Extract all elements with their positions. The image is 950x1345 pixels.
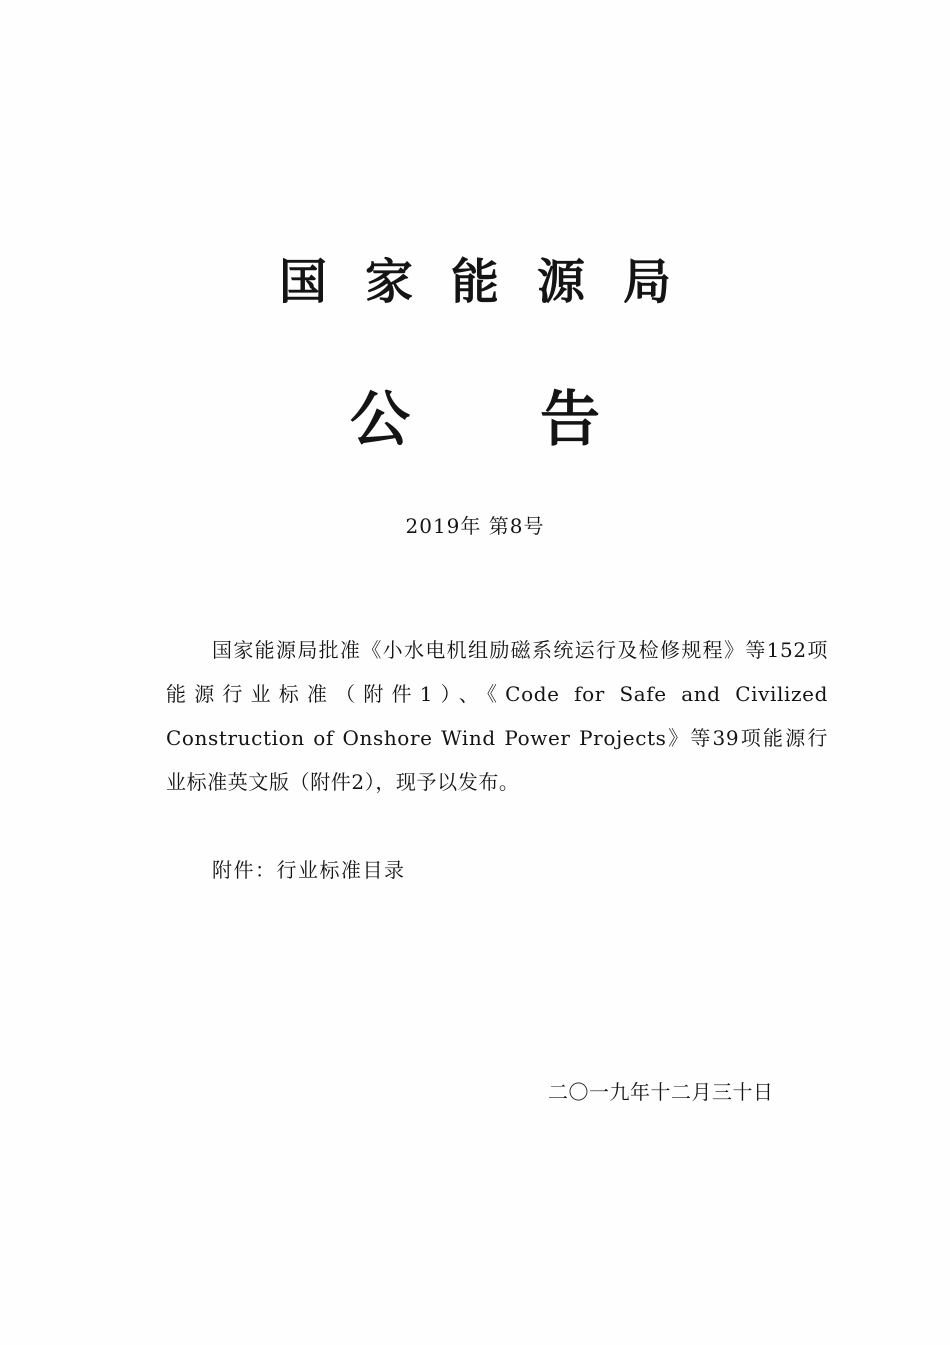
attachment-line: 附件：行业标准目录 [212,858,406,882]
issue-date: 二〇一九年十二月三十日 [548,1080,774,1104]
document-type-heading: 公告 [350,385,730,455]
announcement-body: 国家能源局批准《小水电机组励磁系统运行及检修规程》等152项能源行业标准（附件1）、《Code for Safe and Civilized Construction of Onshore Wind Power Projects》等39项能源行业标准英文版（附件2），现予以发布。 [166,638,828,794]
document-number: 2019年 第8号 [405,514,545,538]
issuer-title: 国家能源局 [278,254,709,310]
